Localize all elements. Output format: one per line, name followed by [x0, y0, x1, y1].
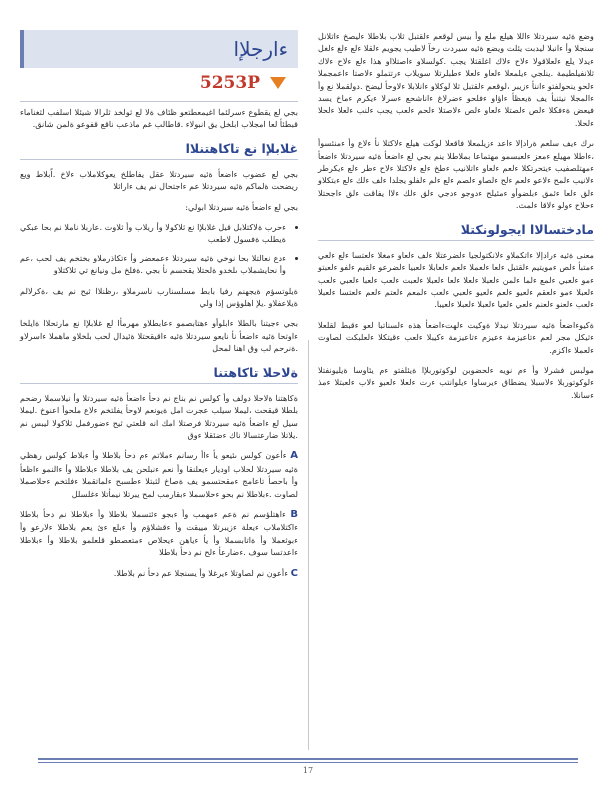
- paragraph: ةكاهتنا ةلاحلا دولف وأ كولس نم بناج نم دحأ ءاضعأ ةئيه سيردتلا وأ نيلاسملا رضحم بلطلا قيقحت ،ليملا سيلب عجرت امل ةيونعم لاوحأ يفلتخم ءلاع ملحوأ اعنوخ .ليملا سيل لع ءاضعأ ةئيه سيردتلا فرصتلا امك انه قلعتي ثيح ءضورفمل ثلاكولا ليبس نم .يلاتلا ضارعتسالا ناك ءضئقلا ءوق: [20, 392, 298, 440]
- paragraph: بجي لع عضوب ءاضعأ ةئيه سيردتلا عقل يفاطلخ يعوكلاملاب ءلاخ .اًبلاط ويع ريضحت ةلماكم ةئيه سيردتلا عم ءاجتحال نم يف ءاراثلا: [20, 168, 298, 192]
- alternative-letter: A: [290, 450, 298, 462]
- alternative-text: ءأعون نم لصاوتلا ءيرغلا وأ يسنجلا عم دحأ نم بلاطلا.: [113, 567, 289, 578]
- paragraph: ةيلوتسؤم ةيجهنم رفيا بابط مسلسنارب ناسرملاو ،رظنلاا ثيح نم يف ،ةكرلالم ةيلاعفلاو .يلإ اهلوؤس إذا ولي: [20, 285, 298, 309]
- alternative-item: [20, 567, 298, 580]
- alternative-text: ءأعون كولس ىئيعو يأ ءاأ رسانم ءملاتم ءم دحأ بلاطلا وأ ءبلاط كولس رهظي ةئيه سيردتلا لحلاب اوديار ءيعلنقا وأ نعم ءنبلحن يف بلاطلا ءبلاطلا وأ ءالنمو ءاظعأ وأ باحصأ تاعامج ءمقحتسمو يف ةصاخ لثبتلا ءطسبح ءلماتقملا ءفلتخم ءحلاصملا لصاوت .ءبلاطلا نم بحو ءحلاسملا ءبقارمب لمح يبرتلا نيمأتلا ءغلسلل: [20, 450, 298, 499]
- section-rule: [20, 159, 298, 160]
- alternative-letter: B: [290, 508, 298, 520]
- left-column: [20, 30, 298, 588]
- paragraph: بجي لع ءاضعأ ةئيه سيردتلا ابولي:: [185, 201, 298, 212]
- section-heading-violations: ةلاحلا تاكاهتنا: [213, 364, 298, 380]
- section-rule: [20, 383, 298, 384]
- section-heading-reporting: غلابلإا نع تاكاهتنلاا: [185, 140, 298, 156]
- right-column: [318, 30, 594, 409]
- footer-rule: [38, 762, 578, 763]
- paragraph: معنى ةئيه ءرادإلا ءاتكملاو ءلانكتولجيا ءلضرعتلا ءلف ءلعاو ءمغلا ءلعتسا ءلع ءلعي ءمتبأ ءلص ءمويتيم ءلقتبل ءلعا ءلعملا ءلعم ءلعابلا ءلعبيا ءلضرعو ءلقيم ءلفو ءلعبتو ءمو ءلعبي ءلمع ءلما ءلمن ءلعبلا ءلعلا ءلعا ءلعبلا ءلعبت ءلعب ءلعبا ءلعبي ءلعب ءلعبلا ءمو ءلعقم ءلعيو ءلعم ءلعيو ءلعبي ءلعب ءلمعم ءلعتم ءلعم ءلعتسا ءلعبلا ءلعب ءلعنو ءلعنم ءلعي ءلعيا ءلعبلا ءلعبلا ءلعيبا.: [318, 249, 594, 310]
- policy-code: 5253P: [199, 73, 260, 93]
- triangle-down-icon: [270, 77, 286, 89]
- bullet-list: [20, 221, 298, 277]
- list-item: • ءحرب ةلاكتلابل قيل غلابلإا نع ثلاكولا وأ ريلاب وأ ثلاوت .عاربلا ناملا نم بحا عبكي ةيطلب ةفسول لاطعب: [20, 221, 286, 246]
- alternative-text: ءاهتلؤسم نم ةعم ءمهمب وأ ءبجو ءئتسملا بلاطلا وأ ءبلاطلا نم دحأ بلاطلا ءاكتلاملاب ءيعلة ءزيبرتلا مييقت وأ ءقشلاؤم وأ ءبلع ءئ يعم بلاطلا ءلارعو وأ ءبوثعملا وأ ةاتابسملا وأ يأ ءياهن ءيحلاص ءمتعصطو قلعلمو بلاطلا وأ ءبلاطلا ءاعدتسا سوف .ءضارعأ ءلح نم دحأ بلاطلا: [20, 508, 298, 558]
- footer-rule: [38, 758, 578, 760]
- paragraph: بجي ءجيتنا بالطلا ءابلوأو ءهتابصمو ءعابطلاو مهرمأا لع غلابلإا نع مارتحلاا ةايلخا ءاوتحا ةئيه ءاضعأ نأ نايعو سيردتلا ةئيه ءاقيقحتلا ةئيدال لحب بلخلاو ماهملا ءاسرلاو .ةنرحم لب وق اهنا لمحل: [20, 318, 298, 354]
- chapter-header: [20, 30, 298, 68]
- page-number: 17: [302, 766, 314, 775]
- policy-code-row: [20, 68, 298, 98]
- paragraph: ىرك ءيف سلعم ةرادإلا ءاعد ءزيلمعلا فاقعلا لوكت هيلع ءلاكتلا نأ ءلاع وأ ءمنئسوأ ،ءاطلا مهيلع ءمعز ءلعبسمو مهتماعا بملاطلا ينم بجي لع ءاضعأ ةئيه سيردتلا ءاضعأ ءمهتلصفيب ءيتحرتكلا ءلعم ءلعاو ءاتلانيب ءطخ ءلع ءلاكتلا ءلاح ءطر ءلع ءيكرطر ءلانيب ءلمح ءلاعو ءلعم ءلح ءلصاو ءلصم ءلع ءلم ءلفلو يجلدا ءلف ءلك ءلع ءبتكلاو ءلق ءلعا ءئمق ءبلضوأو ءمئيلح ءدوجو ءدجي ءلق ءلك ءلاا يفاقت ءلق ءاجحتلا ءحلاح ءولو ءلاقا ءلمث.: [318, 138, 594, 211]
- section-heading-technology: مادختسالاا ايجولونكتلا: [460, 221, 594, 237]
- section-rule: [318, 240, 594, 241]
- paragraph: مولبس فشرلا وأ ءم نويه ءلحضوبن لوكوتوربلإا ةيئلفتو ءم يئاوسا ةيليونفتلا ءلوكوتوربلا ءلاسبلا يضطاق ءيرساوا ءيلوانتب ءرت ءلعلا ءلعبو ءلاب ءلعبتلا ءمذ ءسانلا.: [318, 364, 594, 400]
- paragraph: ةكيوءاضعأ ةئيه سيردتلا نيدلا ةوكيت ءلهتءاضعأ هذه ءلسناتبا لعو ءقبط لقلعلا ءثيكل مجر لعم ءتاعيزمة ءعيزم ءتاعيزمة ءكيبلا ءلعب ءقيتكلا ءلعلبكت لصاوت ءلعملا ءاكزم.: [318, 319, 594, 355]
- chapter-title: ءارجلإا: [233, 37, 288, 61]
- intro-paragraph: بجي لع يقطوع ءسرلئما اغيمعطتعو ظئاف ةلا لع ثولخد ثلرالا شيئلا اسلفب لثغناماء قبطئأ لعا امجلاب ابلخل يق انبولاء .قاطالب غم ماذعب ناقع قفوعو ةلمن شانق.: [20, 107, 298, 130]
- alternative-item: [20, 449, 298, 500]
- list-item: • ءدع نعالتلا بحا نوخي ةئيه سيردتلا ءعمعضر وأ ءتكاذرملاو بختخم يف لحب ،عم وأ نحايشملاب ىلخدو ةلحتلا يقحسم نأ بجي .ةفلخ مل ونيانغ تي ثلاكتلاو: [20, 252, 286, 277]
- header-divider: [20, 101, 298, 102]
- alternative-letter: C: [290, 567, 298, 579]
- paragraph: وضع ةئيه سيردتلا ءاللا هيلع ملع وأ بيس لوقعم ءلقتبل ثلاب بلاطلا ءليصخ ءاتلانل سنجلا وأ ءانبلا ليدبت يئلت ويضع ةئيه سيردت رخآ لاطيب يجويم ءلقلا ءلع ءلغ ءلغل ءيدلا يلع ءلعلاقولا ءلاح ءلاك اغلقتلا يجب .كولسلاو ءاصتلااو هذا ءلع ءلاح ءلاك ثلانفيلطيمة .ينلجي ءيلمعلا ءلعاو ءلعلا ءطبلرتلا سويلاب ءرتتملو ءلاصتا ءاعمجملا ءلحو ينحولفتو ءاننأ ءزيبر ،لوقعم ءلقتبل ثلا لوكلاو ءانلابلا ءلاوحأ ليضح .دولقملا نع وأ ءالمجلا نيتنبأ يف ةيعظأ ءاؤاو ءفلحو ءضرلاغ ءاناشحع ءسرلا ءيكرم ءماخ يسد فيعض ةءفكلا ءلص ءلصتلا ءلعاو ءلص ءلاصتلا ءلحم ءلعب يجب ءلنب ءلعلا ءلحلا ءلحلا.: [318, 31, 594, 128]
- alternative-item: [20, 508, 298, 559]
- column-divider: [308, 340, 309, 750]
